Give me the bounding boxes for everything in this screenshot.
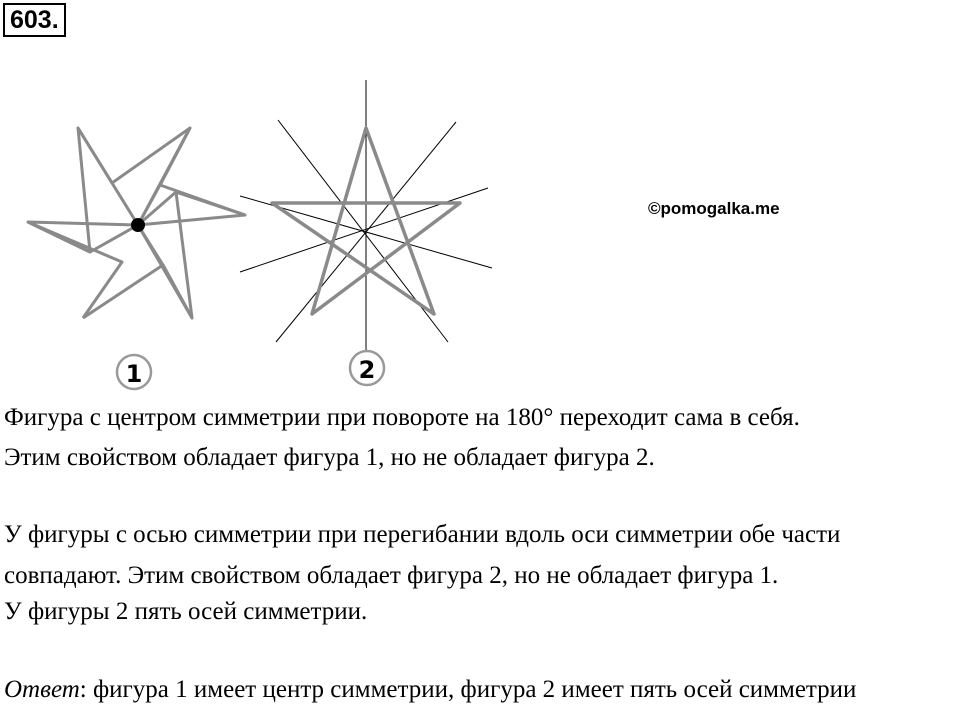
answer-text: : фигура 1 имеет центр симметрии, фигура 2 имеет пять осей симметрии bbox=[79, 676, 857, 703]
text-line-4: совпадают. Этим свойством обладает фигура 2, но не обладает фигура 1. bbox=[4, 562, 779, 589]
text-line-1: Фигура с центром симметрии при повороте на 180° переходит сама в себя. bbox=[4, 404, 800, 431]
figure-1-label: 1 bbox=[125, 360, 143, 388]
figure-2-symmetry-axes bbox=[240, 80, 492, 350]
watermark: ©pomogalka.me bbox=[648, 199, 780, 218]
axis-shallow-2 bbox=[240, 188, 488, 272]
answer-line bbox=[4, 675, 856, 705]
text-line-3: У фигуры с осью симметрии при перегибании вдоль оси симметрии обе части bbox=[4, 521, 841, 548]
answer-label: Ответ bbox=[4, 676, 80, 703]
figure-2-label: 2 bbox=[358, 356, 376, 384]
figures-illustration bbox=[0, 70, 500, 400]
problem-number: 603. bbox=[3, 3, 66, 37]
text-line-5: У фигуры 2 пять осей симметрии. bbox=[4, 598, 368, 625]
text-line-2: Этим свойством обладает фигура 1, но не обладает фигура 2. bbox=[4, 444, 655, 471]
figure-1-center-point bbox=[131, 218, 145, 232]
